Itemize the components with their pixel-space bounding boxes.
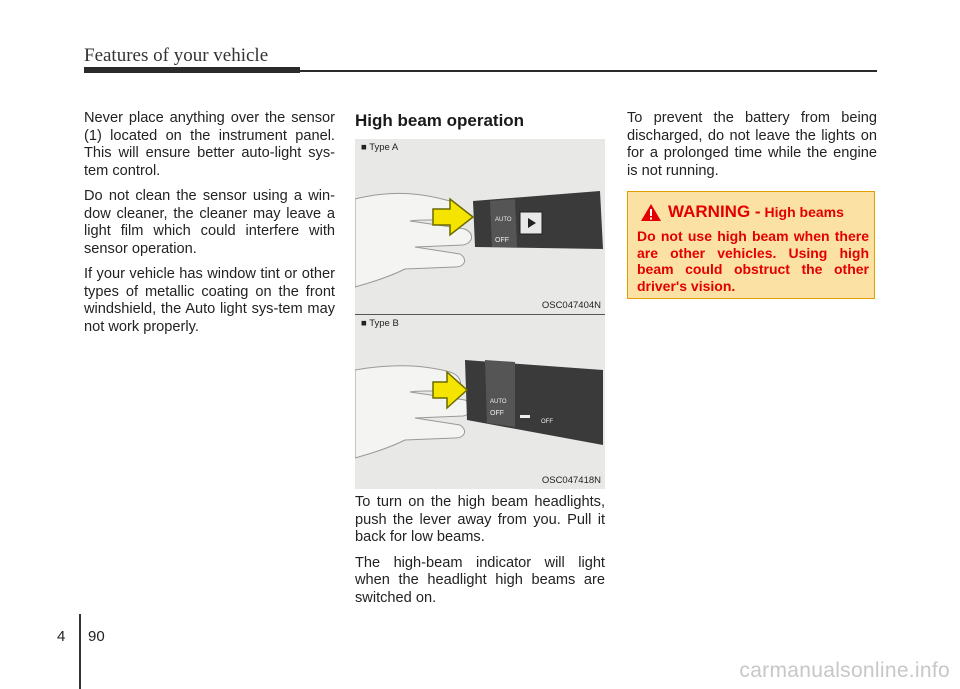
warning-header	[640, 202, 844, 222]
section-heading: High beam operation	[355, 111, 525, 130]
header-rule-thin	[300, 70, 877, 72]
warning-title: WARNING -	[668, 202, 761, 221]
figure-code: OSC047418N	[541, 475, 601, 486]
section-number: 4	[57, 628, 66, 645]
figure-label: ■ Type A	[361, 142, 399, 153]
paragraph: To turn on the high beam headlights, push the lever away from you. Pull it back for low beams.	[355, 494, 605, 545]
warning-subtitle: High beams	[764, 204, 844, 220]
paragraph: The high-beam indicator will light when the headlight high beams are switched on.	[355, 554, 605, 606]
figure-label: ■ Type B	[361, 318, 399, 329]
warning-text: Do not use high beam when there are other vehicles. Using high beam could obstruct the other driver's vision.	[637, 228, 869, 294]
lever-illustration-b	[355, 315, 605, 489]
figure-code: OSC047404N	[541, 300, 601, 311]
column-2-text	[355, 494, 605, 615]
paragraph: Never place anything over the sensor (1) located on the instrument panel. This will ensure better auto-light sys-tem control.	[84, 110, 335, 179]
column-1	[84, 110, 335, 344]
watermark: carmanualsonline.info	[739, 659, 950, 682]
warning-triangle-icon	[640, 203, 662, 222]
paragraph: Do not clean the sensor using a win-dow cleaner, the cleaner may leave a light film which could interfere with sensor operation.	[84, 188, 335, 257]
lever-off-label: OFF	[490, 410, 504, 417]
warning-box	[627, 191, 875, 299]
page-header-title: Features of your vehicle	[84, 45, 269, 66]
footer-rule	[79, 614, 81, 689]
figure-type-b	[355, 315, 605, 489]
figure-type-a	[355, 139, 605, 314]
lever-auto-label: AUTO	[495, 217, 512, 223]
lever-auto-label: AUTO	[490, 399, 507, 405]
lever-off-label: OFF	[495, 237, 509, 244]
lever-off-label-2: OFF	[541, 419, 553, 425]
paragraph: To prevent the battery from being discharged, do not leave the lights on for a prolonged time while the engine is not running.	[627, 110, 877, 179]
paragraph: If your vehicle has window tint or other types of metallic coating on the front windshield, the Auto light sys-tem may not work properly.	[84, 266, 335, 335]
header-rule	[84, 67, 300, 73]
column-3	[627, 110, 877, 188]
lever-illustration-a	[355, 139, 605, 314]
page-number: 90	[88, 628, 105, 645]
